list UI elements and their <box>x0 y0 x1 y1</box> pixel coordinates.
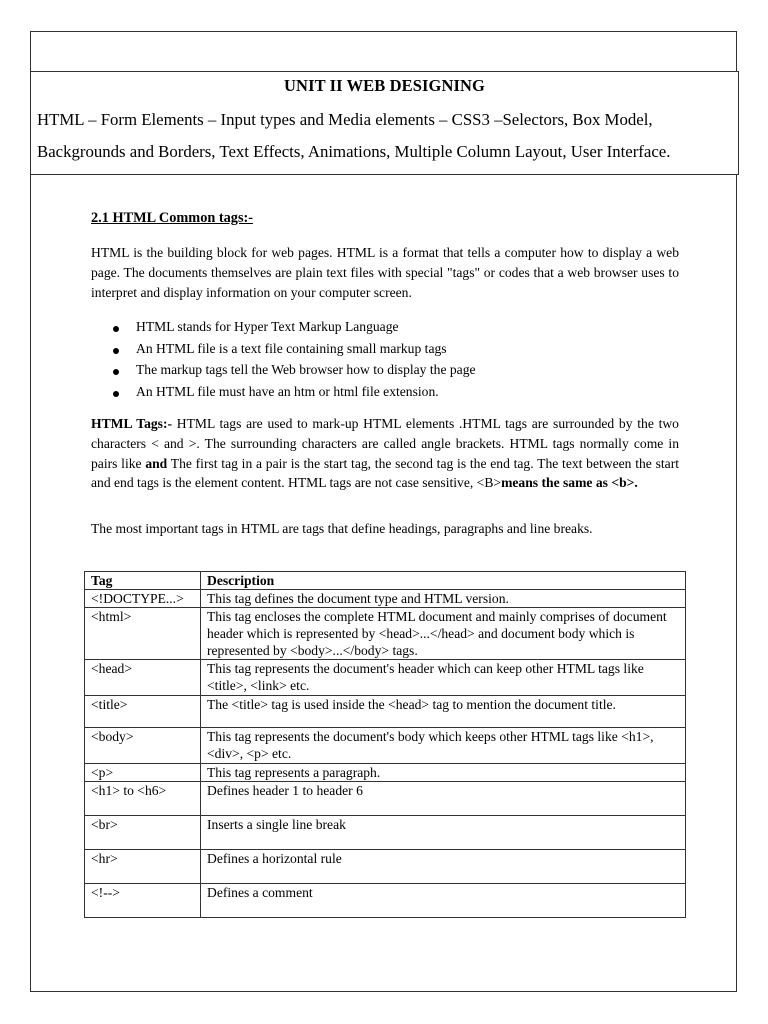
description-cell: This tag encloses the complete HTML document and mainly comprises of document header which is represented by <head>...</head> and document body which is represented by <body>...</body> tags. <box>201 608 686 660</box>
table-row <box>85 608 686 660</box>
html-tags-text-2: The first tag in a pair is the start tag, the second tag is the end tag. The text between the start and end tags is the element content. HTML tags are not case sensitive, <B> <box>91 455 679 491</box>
description-cell: Defines a horizontal rule <box>201 850 686 884</box>
table-row <box>85 816 686 850</box>
html-tags-label: HTML Tags:- <box>91 416 173 431</box>
tags-table <box>84 571 686 918</box>
tag-cell: <p> <box>85 764 201 782</box>
description-cell: This tag represents the document's body which keeps other HTML tags like <h1>, <div>, <p> etc. <box>201 728 686 764</box>
tag-cell: <br> <box>85 816 201 850</box>
table-row <box>85 884 686 918</box>
table-row <box>85 850 686 884</box>
tag-cell: <head> <box>85 660 201 696</box>
html-tags-and: and <box>145 455 168 471</box>
description-cell: Defines a comment <box>201 884 686 918</box>
list-item: An HTML file must have an htm or html file extension. <box>108 381 476 403</box>
bullet-list <box>108 316 476 402</box>
important-tags-paragraph: The most important tags in HTML are tags that define headings, paragraphs and line breaks. <box>91 521 593 536</box>
tag-cell: <!--> <box>85 884 201 918</box>
intro-paragraph: HTML is the building block for web pages. HTML is a format that tells a computer how to display a web page. The documents themselves are plain text files with special "tags" or codes that a web browser uses to interpret and display information on your computer screen. <box>91 245 679 300</box>
description-cell: This tag represents the document's header which can keep other HTML tags like <title>, <link> etc. <box>201 660 686 696</box>
table-row <box>85 764 686 782</box>
header-tag: Tag <box>85 572 201 590</box>
html-tags-bold-end: means the same as <b>. <box>501 475 638 491</box>
section-heading: 2.1 HTML Common tags:- <box>91 210 254 226</box>
description-cell: Defines header 1 to header 6 <box>201 782 686 816</box>
table-header-row <box>85 572 686 590</box>
list-item: An HTML file is a text file containing small markup tags <box>108 338 476 360</box>
html-tags-paragraph <box>91 414 679 493</box>
unit-topics-line-2: Backgrounds and Borders, Text Effects, Animations, Multiple Column Layout, User Interface. <box>37 142 671 161</box>
html-tags-text-1: HTML tags are used to mark-up HTML elements .HTML tags are surrounded by the two characters < and >. The surrounding characters are called angle brackets. HTML tags normally come in pairs like <box>91 416 679 471</box>
description-cell: The <title> tag is used inside the <head> tag to mention the document title. <box>201 696 686 728</box>
tag-cell: <body> <box>85 728 201 764</box>
description-cell: This tag defines the document type and HTML version. <box>201 590 686 608</box>
table-row <box>85 660 686 696</box>
tag-cell: <title> <box>85 696 201 728</box>
tag-cell: <!DOCTYPE...> <box>85 590 201 608</box>
description-cell: Inserts a single line break <box>201 816 686 850</box>
description-cell: This tag represents a paragraph. <box>201 764 686 782</box>
table-row <box>85 696 686 728</box>
table-row <box>85 590 686 608</box>
tag-cell: <h1> to <h6> <box>85 782 201 816</box>
tag-cell: <html> <box>85 608 201 660</box>
unit-title: UNIT II WEB DESIGNING <box>284 76 485 95</box>
list-item: The markup tags tell the Web browser how to display the page <box>108 359 476 381</box>
list-item: HTML stands for Hyper Text Markup Language <box>108 316 476 338</box>
unit-topics-line-1: HTML – Form Elements – Input types and Media elements – CSS3 –Selectors, Box Model, <box>37 110 653 129</box>
unit-header-box <box>30 71 739 175</box>
table-row <box>85 728 686 764</box>
table-row <box>85 782 686 816</box>
tag-cell: <hr> <box>85 850 201 884</box>
header-description: Description <box>201 572 686 590</box>
